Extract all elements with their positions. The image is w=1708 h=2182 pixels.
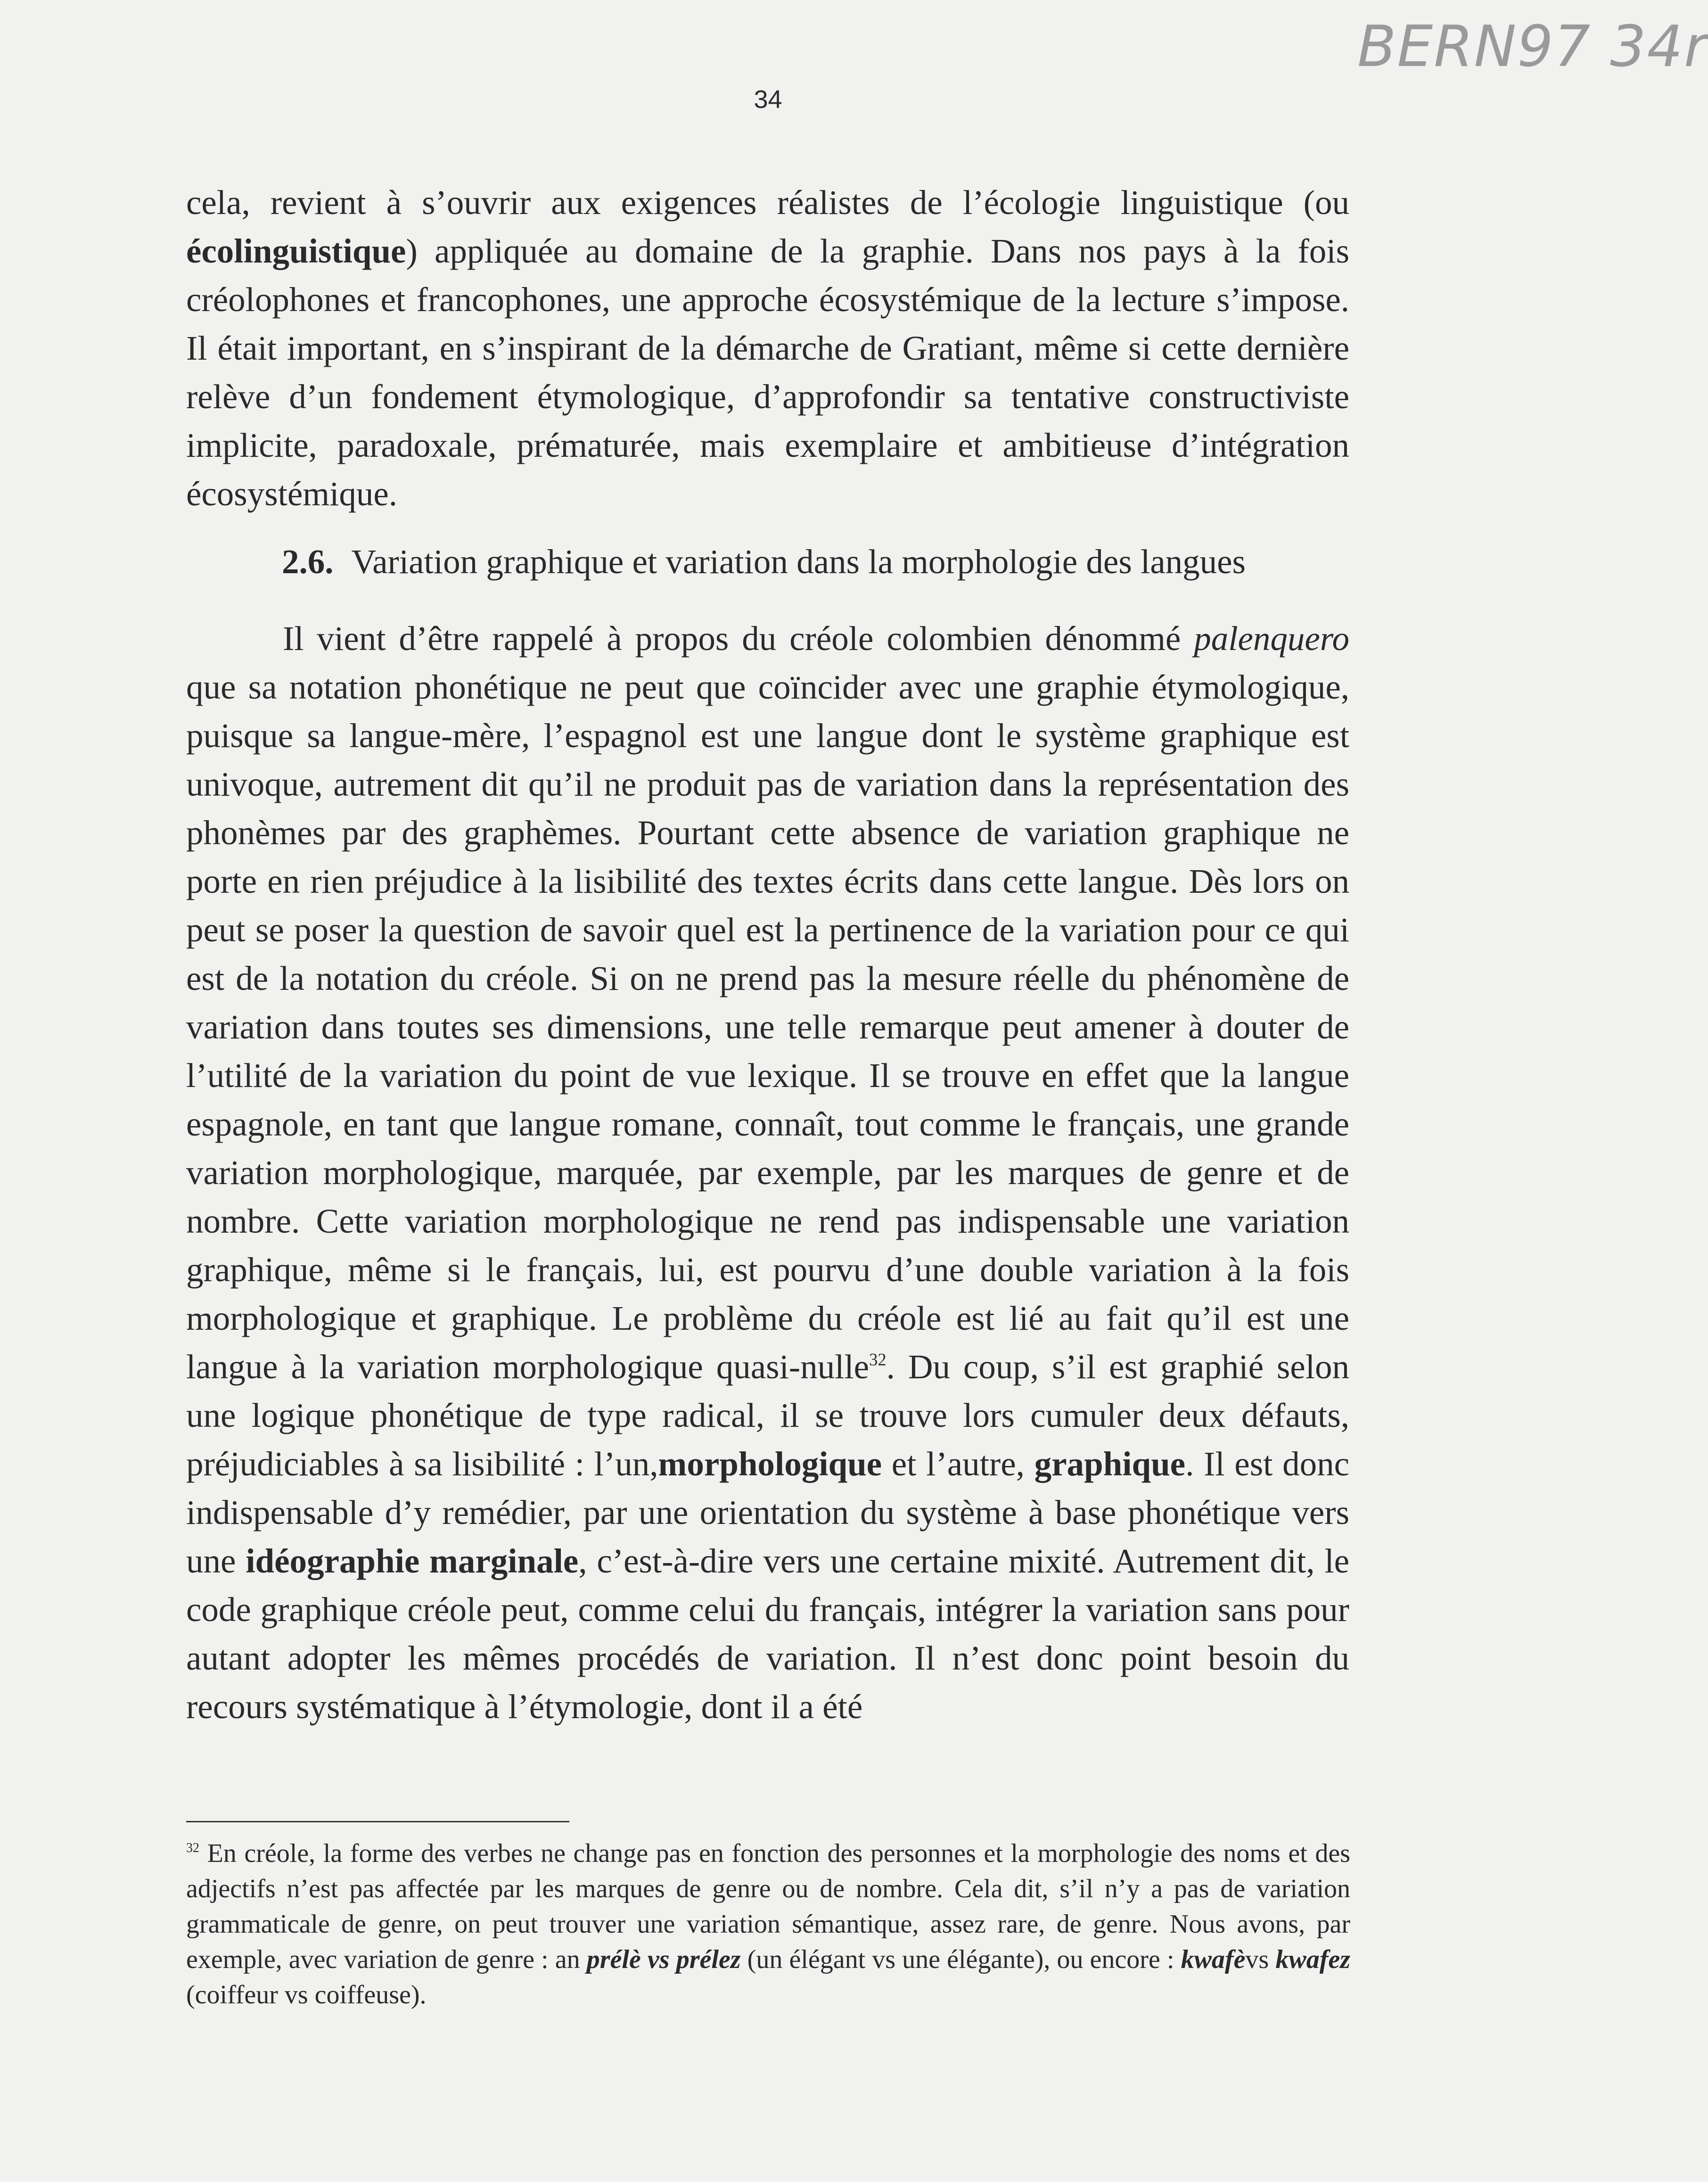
text-run: ) appliquée au domaine de la graphie. Dans nos pays à la fois créolophones et francophones, une approche écosystémique de la lecture s’impose. Il était important, en s’inspirant de la démarche de Gratiant, même si cette dernière relève d’un fondement étymologique, d’approfondir sa tentative constructiviste implicite, paradoxale, prématurée, mais exemplaire et ambitieuse d’intégration écosystémique. (186, 232, 1349, 513)
text-run: En créole, la forme des verbes ne change pas en fonction des personnes et la morphologie des noms et des adjectifs n’est pas affectée par les marques de genre ou de nombre. Cela dit, s’il n’y a pas de variation grammaticale de genre, on peut trouver une variation sémantique, assez rare, de genre. Nous avons, par exemple, avec variation de genre : an (186, 1839, 1350, 1974)
page-number: 34 (754, 85, 782, 114)
bold-term: graphique (1034, 1445, 1186, 1483)
text-run: , c’est-à-dire vers une certaine mixité. Autrement dit, le code graphique créole peut, comme celui du français, intégrer la variation sans pour autant adopter les mêmes procédés de variation. Il n’est donc point besoin du recours systématique à l’étymologie, dont il a été (186, 1542, 1350, 1726)
italic-term: palenquero (1194, 619, 1349, 658)
footnote-separator (186, 1821, 569, 1822)
text-run: que sa notation phonétique ne peut que coïncider avec une graphie étymologique, puisque sa langue-mère, l’espagnol est une langue dont le système graphique est univoque, autrement dit qu’il ne produit pas de variation dans la représentation des phonèmes par des graphèmes. Pourtant cette absence de variation graphique ne porte en rien préjudice à la lisibilité des textes écrits dans cette langue. Dès lors on peut se poser la question de savoir quel est la pertinence de la variation pour ce qui est de la notation du créole. Si on ne prend pas la mesure réelle du phénomène de variation dans toutes ses dimensions, une telle remarque peut amener à douter de l’utilité de la variation du point de vue lexique. Il se trouve en effet que la langue espagnole, en tant que langue romane, connaît, tout comme le français, une grande variation morphologique, marquée, par exemple, par les marques de genre et de nombre. Cette variation morphologique ne rend pas indispensable une variation graphique, même si le français, lui, est pourvu d’une double variation à la fois morphologique et graphique. Le problème du créole est lié au fait qu’il est une langue à la variation morphologique quasi-nulle (186, 668, 1349, 1386)
text-run: (coiffeur vs coiffeuse). (186, 1980, 427, 2009)
text-run: . Il est donc indispensable d’y remédier, par une orientation du système à base phonétique vers une (186, 1445, 1349, 1580)
section-title: Variation graphique et variation dans la morphologie des langues (351, 543, 1246, 581)
text-run: vs (1245, 1945, 1276, 1974)
paragraph-continuation (186, 178, 1349, 518)
bold-italic-term: prélè vs prélez (586, 1945, 741, 1974)
text-run: et l’autre, (882, 1445, 1035, 1483)
text-run: Il vient d’être rappelé à propos du créole colombien dénommé (283, 619, 1194, 658)
bold-term: écolinguistique (186, 232, 406, 270)
text-run: cela, revient à s’ouvrir aux exigences réalistes de l’écologie linguistique (ou (186, 183, 1349, 222)
bold-italic-term: kwafez (1275, 1945, 1350, 1974)
footnote-reference[interactable]: 32 (869, 1350, 887, 1369)
section-heading (282, 542, 1246, 582)
section-number: 2.6. (282, 543, 334, 581)
text-run: . Du coup, s’il est graphié selon une logique phonétique de type radical, il se trouve lors cumuler deux défauts, préjudiciables à sa lisibilité : l’un, (186, 1348, 1349, 1483)
bold-term: morphologique (658, 1445, 882, 1483)
text-run: (un élégant vs une élégante), ou encore : (740, 1945, 1181, 1974)
bold-italic-term: kwafè (1181, 1945, 1246, 1974)
archive-handwritten-mark: BERN97 34r (1357, 14, 1708, 80)
paragraph-body (186, 614, 1349, 1731)
bold-term: idéographie marginale (246, 1542, 579, 1580)
footnote (186, 1836, 1350, 2013)
footnote-number: 32 (186, 1841, 199, 1855)
